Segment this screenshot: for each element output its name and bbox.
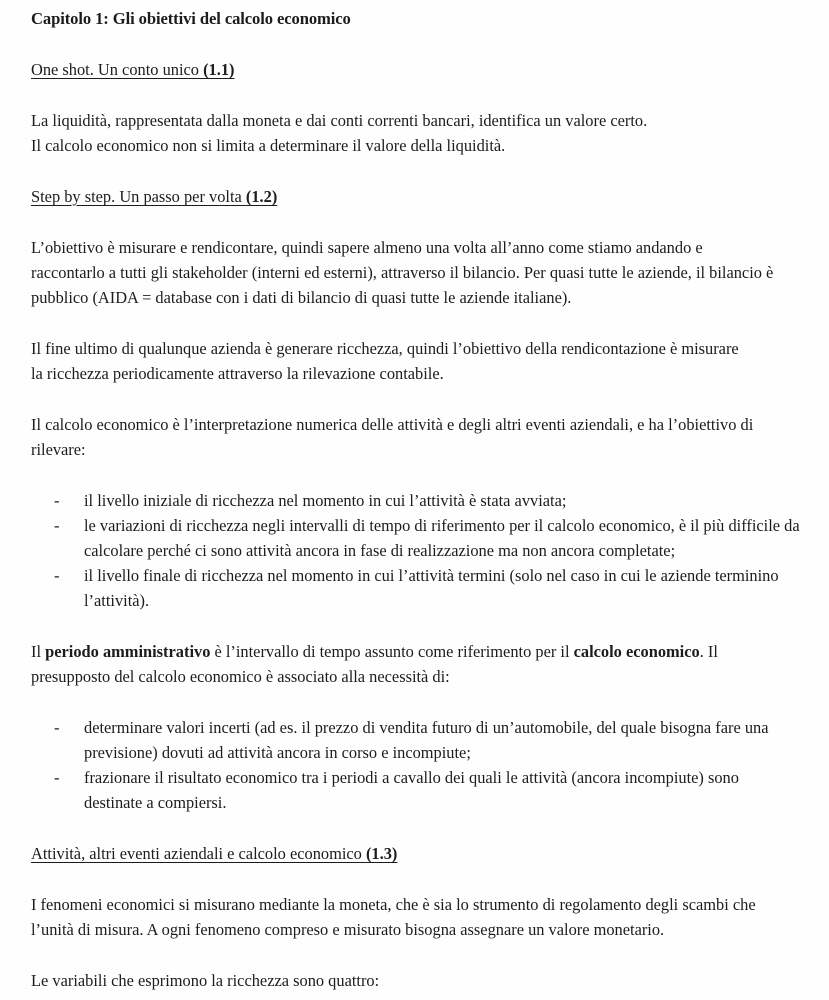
paragraph: I fenomeni economici si misurano mediante la moneta, che è sia lo strumento di regolamento degli scambi che l’unità di misura. A ogni fenomeno compreso e misurato bisogna assegnare un valore monetario. <box>31 895 756 939</box>
chapter-title: Capitolo 1: Gli obiettivi del calcolo economico <box>31 9 351 28</box>
spacer <box>31 815 811 841</box>
bullet-dash-icon: - <box>54 566 60 585</box>
paragraph <box>31 639 731 689</box>
spacer <box>31 158 811 184</box>
list-item <box>54 563 811 613</box>
list-item-text: le variazioni di ricchezza negli intervalli di tempo di riferimento per il calcolo economico, è il più difficile da calcolare perché ci sono attività ancora in fase di realizzazione ma non ancora completate; <box>84 516 800 560</box>
list-item <box>54 765 774 815</box>
text-run: Il <box>31 642 46 661</box>
paragraph-line: Il calcolo economico non si limita a determinare il valore della liquidità. <box>31 136 506 155</box>
section-number: (1.1) <box>203 60 235 79</box>
bullet-dash-icon: - <box>54 516 60 535</box>
text-run: è l’intervallo di tempo assunto come riferimento per il <box>210 642 574 661</box>
list-item <box>54 513 811 563</box>
list-item-text: frazionare il risultato economico tra i periodi a cavallo dei quali le attività (ancora incompiute) sono destinate a compiersi. <box>84 768 739 812</box>
section-heading-1-1 <box>31 57 811 82</box>
spacer <box>31 386 811 412</box>
list-item-text: il livello finale di ricchezza nel momento in cui l’attività termini (solo nel caso in cui le aziende terminino l’attività). <box>84 566 779 610</box>
spacer <box>31 613 811 639</box>
section-heading-1-2 <box>31 184 811 209</box>
section-heading-1-3 <box>31 841 811 866</box>
spacer <box>31 942 811 968</box>
spacer <box>31 866 811 892</box>
spacer <box>31 82 811 108</box>
list-item <box>54 488 811 513</box>
spacer <box>31 31 811 57</box>
spacer <box>31 209 811 235</box>
paragraph-line: La liquidità, rappresentata dalla moneta e dai conti correnti bancari, identifica un valore certo. <box>31 111 648 130</box>
list-item <box>54 715 774 765</box>
term-calcolo-economico: calcolo economico <box>573 642 700 661</box>
section-heading-text: Step by step. Un passo per volta <box>31 187 246 206</box>
bullet-dash-icon: - <box>54 718 60 737</box>
objectives-list <box>31 488 811 613</box>
list-item-text: determinare valori incerti (ad es. il prezzo di vendita futuro di un’automobile, del quale bisogna fare una previsione) dovuti ad attività ancora in corso e incompiute; <box>84 718 769 762</box>
bullet-dash-icon: - <box>54 491 60 510</box>
paragraph <box>31 108 811 158</box>
section-heading-text: Attività, altri eventi aziendali e calcolo economico <box>31 844 366 863</box>
text-run: . Il presupposto del calcolo economico è associato alla necessità di: <box>31 642 718 686</box>
spacer <box>31 310 811 336</box>
spacer <box>31 689 811 715</box>
paragraph: Le variabili che esprimono la ricchezza sono quattro: <box>31 971 380 990</box>
section-number: (1.3) <box>365 844 398 863</box>
paragraph: L’obiettivo è misurare e rendicontare, quindi sapere almeno una volta all’anno come stiamo andando e raccontarlo a tutti gli stakeholder (interni ed esterni), attraverso il bilancio. Per quasi tutte le aziende, il bilancio è pubblico (AIDA = database con i dati di bilancio di quasi tutte le aziende italiane). <box>31 238 774 307</box>
spacer <box>31 462 811 488</box>
bullet-dash-icon: - <box>54 768 60 787</box>
section-number: (1.2) <box>245 187 278 206</box>
paragraph: Il fine ultimo di qualunque azienda è generare ricchezza, quindi l’obiettivo della rendicontazione è misurare la ricchezza periodicamente attraverso la rilevazione contabile. <box>31 339 739 383</box>
necessities-list <box>31 715 811 815</box>
term-periodo-amministrativo: periodo amministrativo <box>45 642 211 661</box>
paragraph: Il calcolo economico è l’interpretazione numerica delle attività e degli altri eventi aziendali, e ha l’obiettivo di rilevare: <box>31 415 754 459</box>
section-heading-text: One shot. Un conto unico <box>31 60 204 79</box>
list-item-text: il livello iniziale di ricchezza nel momento in cui l’attività è stata avviata; <box>84 491 567 510</box>
